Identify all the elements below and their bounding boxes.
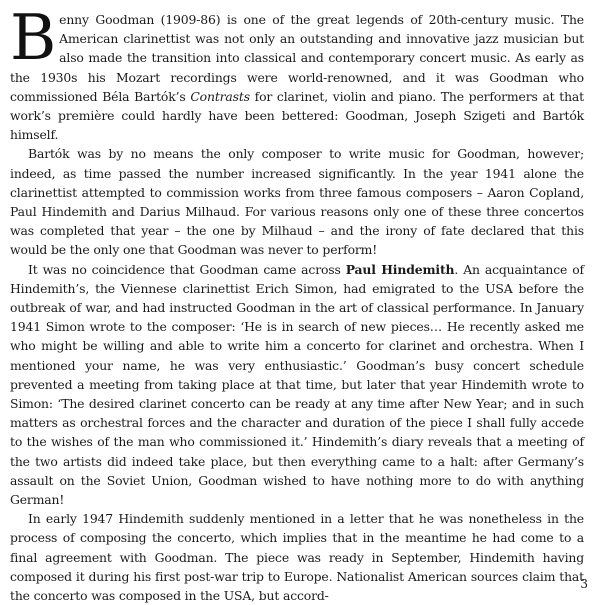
- paragraph-1-text-end: for clarinet, violin and piano. The performers at that work’s première could hardly have been bettered: Goodman, Joseph Szigeti and Bartók himself.: [10, 88, 584, 143]
- paragraph-4: In early 1947 Hindemith suddenly mentioned in a letter that he was nonetheless in the process of composing the concerto, which implies that in the meantime he had come to a final agreement with Goodman. The piece was ready in September, Hindemith having composed it during his first post-war trip to Europe. Nationalist American sources claim that the concerto was composed in the USA, but accord-: [10, 511, 584, 604]
- document-body: [10, 1, 584, 605]
- paragraph-1-text-start: enny Goodman (1909-86) is one of the great legends of 20th-century music. The American clarinettist was not only an outstanding and innovative jazz musician but also made the transition into classical and contemporary concert music. As early as the 1930s his Mozart recordings were world-renowned, and it was Goodman who commissioned Béla Bartók’s: [10, 12, 584, 104]
- page-number: 3: [580, 577, 588, 591]
- paragraph-2: Bartók was by no means the only composer to write music for Goodman, however; indeed, as time passed the number increased significantly. In the year 1941 alone the clarinettist attempted to commission works from three famous composers – Aaron Copland, Paul Hindemith and Darius Milhaud. For various reasons only one of these three concertos was completed that year – the one by Milhaud – and the irony of fate declared that this would be the only one that Goodman was never to perform!: [10, 146, 584, 258]
- drop-cap: B: [10, 1, 57, 74]
- composer-name-bold: Paul Hindemith: [345, 261, 455, 277]
- paragraph-3-text-start: It was no coincidence that Goodman came across: [28, 261, 346, 277]
- paragraph-3-text-end: . An acquaintance of Hindemith’s, the Viennese clarinettist Erich Simon, had emigrated to the USA before the outbreak of war, and had instructed Goodman in the art of classical performance. In January 1941 Simon wrote to the composer: ‘He is in search of new pieces… He recently asked me who might be willing and able to write him a concerto for clarinet and orchestra. When I mentioned your name, he was very enthusiastic.’ Goodman’s busy concert schedule prevented a meeting from taking place at that time, but later that year Hindemith wrote to Simon: ‘The desired clarinet concerto can be ready at any time after New Year; and in such matters as orchestral forces and the character and duration of the piece I shall fully accede to the wishes of the man who commissioned it.’ Hindemith’s diary reveals that a meeting of the two artists did indeed take place, but then everything came to a halt: after Germany’s assault on the Soviet Union, Goodman wished to have nothing more to do with anything German!: [10, 261, 584, 508]
- work-title-contrasts: Contrasts: [190, 88, 250, 104]
- paragraph-3: [10, 260, 584, 510]
- paragraph-1: [10, 1, 584, 144]
